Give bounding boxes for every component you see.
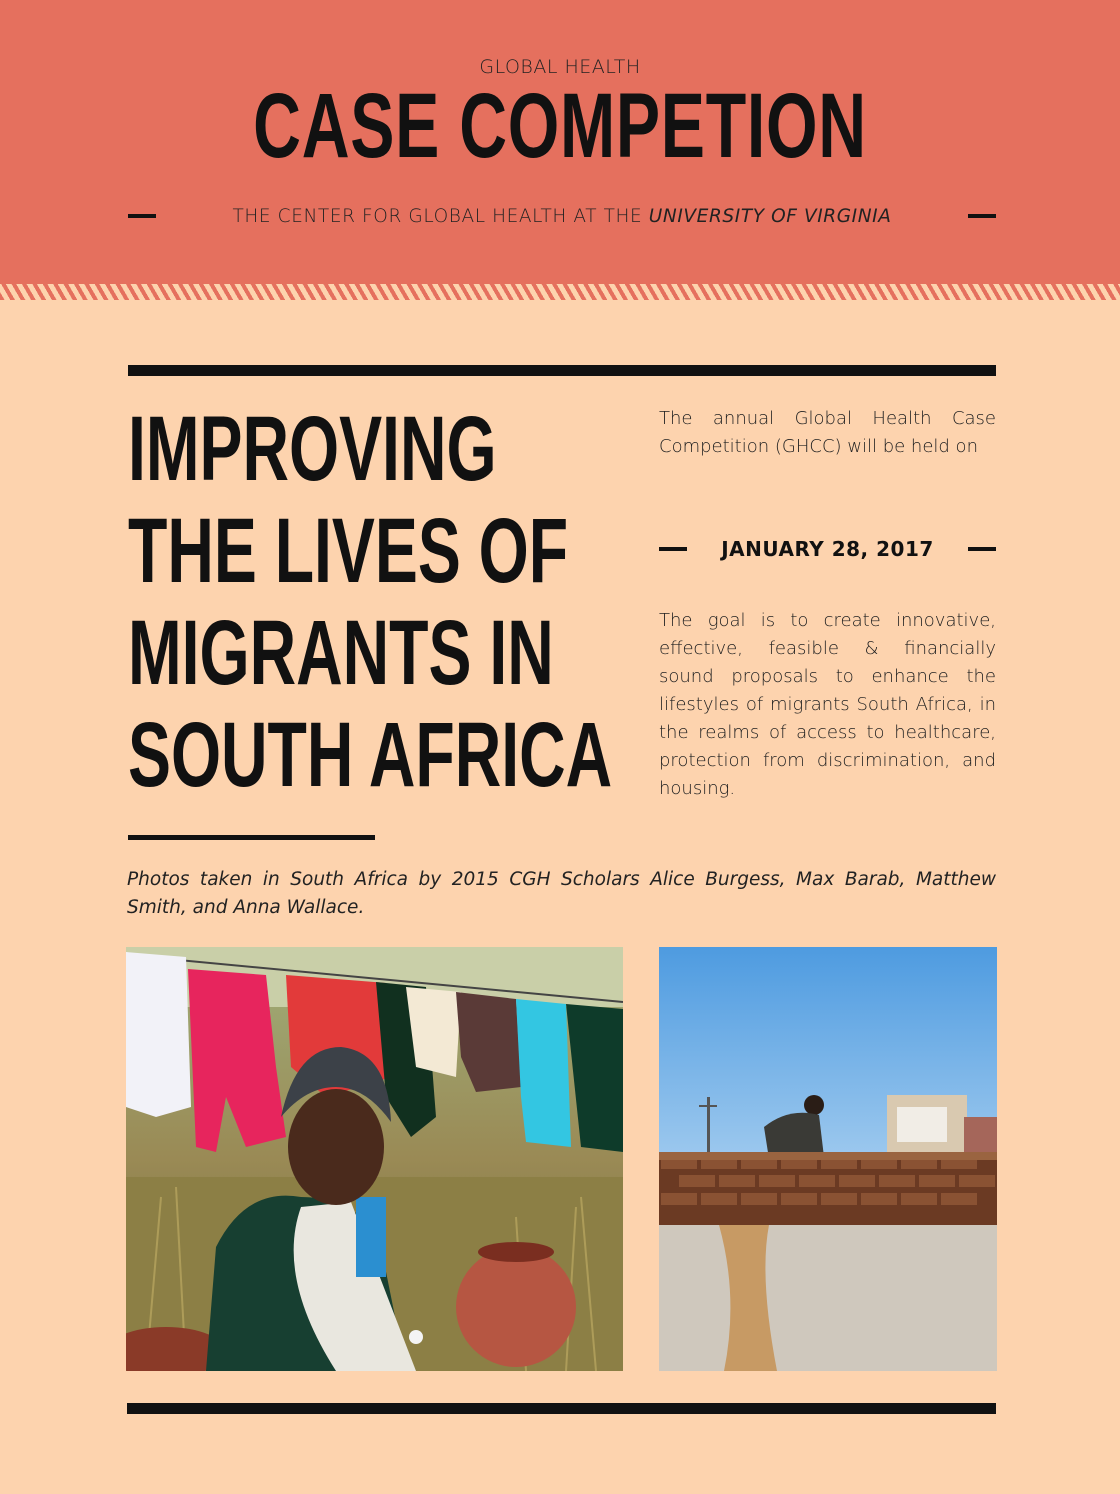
headline: [128, 398, 613, 806]
date-dash-right: [968, 547, 996, 551]
top-rule: [128, 365, 996, 376]
headline-line-4: SOUTH AFRICA: [128, 704, 613, 806]
intro-text: The annual Global Health Case Competition (GHCC) will be held on: [659, 408, 996, 457]
header-banner: [0, 0, 1120, 284]
photo-brick-builder: [659, 947, 997, 1371]
date-row: [659, 534, 996, 564]
photo-brick-builder-illustration: [659, 947, 997, 1371]
subline-text: [233, 206, 892, 227]
bottom-rule: [127, 1403, 996, 1414]
subline-plain: THE CENTER FOR GLOBAL HEALTH AT THE: [232, 205, 649, 227]
event-date: JANUARY 28, 2017: [721, 537, 934, 561]
banner-subline: [128, 200, 996, 232]
dash-right: [968, 214, 996, 218]
banner-kicker: GLOBAL HEALTH: [479, 56, 641, 78]
short-rule: [128, 835, 375, 840]
photo-caption: Photos taken in South Africa by 2015 CGH Scholars Alice Burgess, Max Barab, Matthew Smith, and Anna Wallace.: [127, 869, 996, 918]
banner-title: CASE COMPETION: [253, 75, 867, 177]
photo-woman-laundry-illustration: [126, 947, 623, 1371]
dash-left: [128, 214, 156, 218]
date-dash-left: [659, 547, 687, 551]
subline-italic: UNIVERSITY OF VIRGINIA: [648, 205, 892, 227]
headline-line-1: IMPROVING: [128, 398, 497, 500]
photo-woman-laundry: [126, 947, 623, 1371]
goal-text: The goal is to create innovative, effective, feasible & financially sound proposals to enhance the lifestyles of migrants South Africa, in the realms of access to healthcare, protection from discrimination, and housing.: [659, 610, 996, 799]
banner-zigzag-edge: [0, 284, 1120, 300]
headline-line-2: THE LIVES OF: [128, 500, 569, 602]
headline-line-3: MIGRANTS IN: [128, 602, 554, 704]
